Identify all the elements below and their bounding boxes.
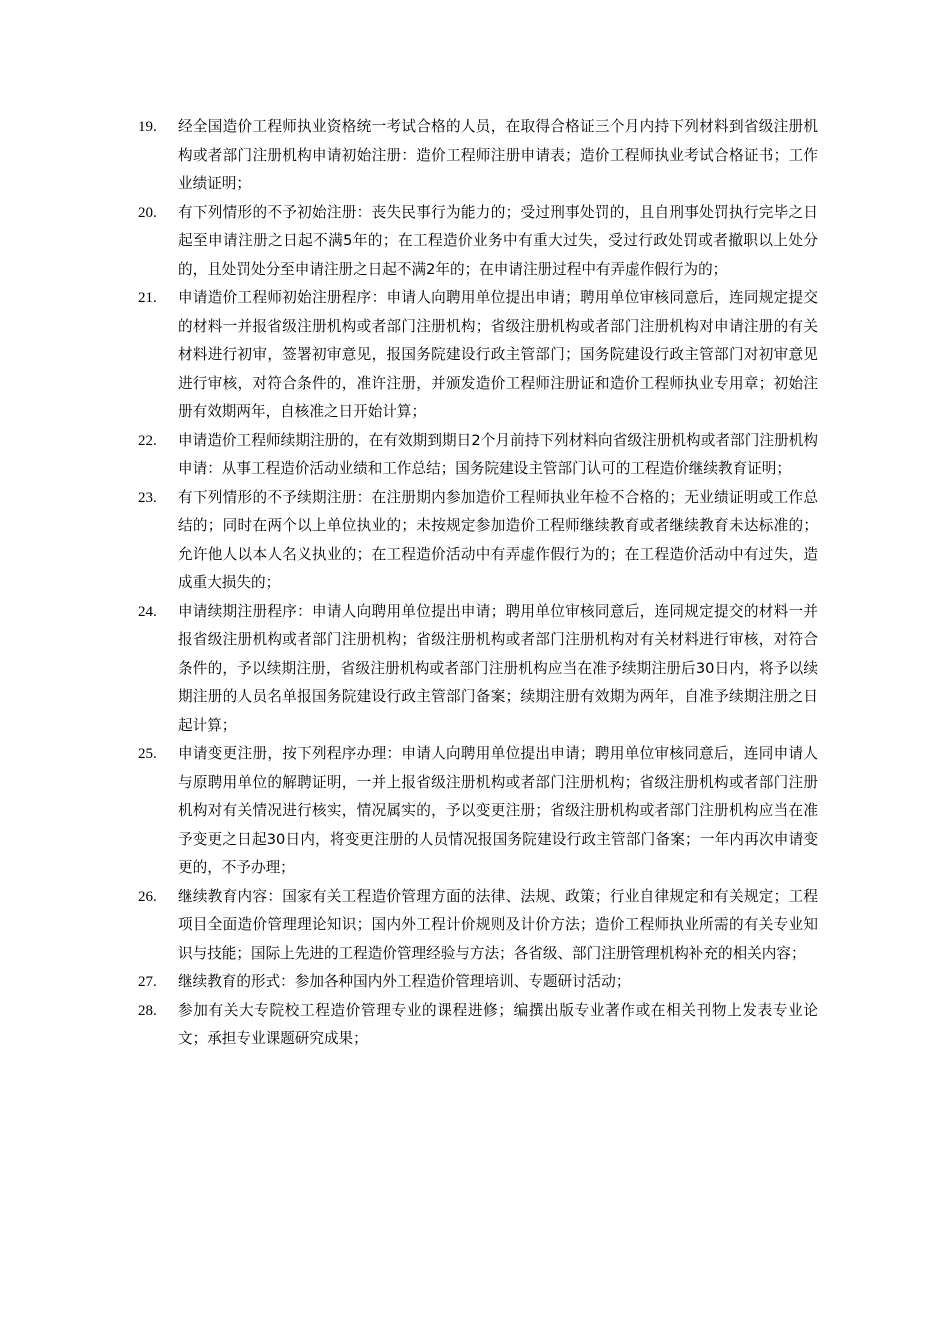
item-text: 申请变更注册，按下列程序办理：申请人向聘用单位提出申请；聘用单位审核同意后，连同申请人与原聘用单位的解聘证明，一并上报省级注册机构或者部门注册机构；省级注册机构或者部门注册机构对有关情况进行核实，情况属实的，予以变更注册；省级注册机构或者部门注册机构应当在准予变更之日起30日内，将变更注册的人员情况报国务院建设行政主管部门备案；一年内再次申请变更的，不予办理； [178,745,818,876]
item-text: 继续教育的形式：参加各种国内外工程造价管理培训、专题研讨活动； [178,973,631,990]
list-item [138,740,818,883]
item-number: 25. [138,746,157,762]
list-item [138,883,818,969]
list-item [138,968,818,997]
list-item [138,598,818,741]
item-number: 27. [138,974,157,990]
item-text: 有下列情形的不予续期注册：在注册期内参加造价工程师执业年检不合格的；无业绩证明或工作总结的；同时在两个以上单位执业的；未按规定参加造价工程师继续教育或者继续教育未达标准的；允许他人以本人名义执业的；在工程造价活动中有弄虚作假行为的；在工程造价活动中有过失，造成重大损失的； [178,488,818,591]
item-number: 23. [138,489,157,506]
list-item [138,199,818,285]
item-text: 申请续期注册程序：申请人向聘用单位提出申请；聘用单位审核同意后，连同规定提交的材料一并报省级注册机构或者部门注册机构；省级注册机构或者部门注册机构对有关材料进行审核，对符合条件的，予以续期注册，省级注册机构或者部门注册机构应当在准予续期注册后30日内，将予以续期注册的人员名单报国务院建设行政主管部门备案；续期注册有效期为两年，自准予续期注册之日起计算； [178,602,818,734]
item-number: 24. [138,603,157,620]
item-text: 参加有关大专院校工程造价管理专业的课程进修；编撰出版专业著作或在相关刊物上发表专业论文；承担专业课题研究成果； [178,1001,818,1047]
list-item [138,427,818,484]
item-text: 申请造价工程师初始注册程序：申请人向聘用单位提出申请；聘用单位审核同意后，连同规定提交的材料一并报省级注册机构或者部门注册机构；省级注册机构或者部门注册机构对申请注册的有关材料进行初审，签署初审意见，报国务院建设行政主管部门；国务院建设行政主管部门对初审意见进行审核，对符合条件的，准许注册，并颁发造价工程师注册证和造价工程师执业专用章；初始注册有效期两年，自核准之日开始计算； [178,289,818,420]
item-text: 申请造价工程师续期注册的，在有效期到期日2个月前持下列材料向省级注册机构或者部门注册机构申请：从事工程造价活动业绩和工作总结；国务院建设主管部门认可的工程造价继续教育证明； [178,431,818,477]
item-number: 20. [138,204,157,221]
item-number: 21. [138,290,157,306]
list-item [138,113,818,199]
list-item [138,997,818,1054]
item-number: 26. [138,888,157,905]
item-text: 经全国造价工程师执业资格统一考试合格的人员，在取得合格证三个月内持下列材料到省级注册机构或者部门注册机构申请初始注册：造价工程师注册申请表；造价工程师执业考试合格证书；工作业绩证明； [178,118,818,192]
numbered-list [138,113,818,1054]
item-text: 继续教育内容：国家有关工程造价管理方面的法律、法规、政策；行业自律规定和有关规定；工程项目全面造价管理理论知识；国内外工程计价规则及计价方法；造价工程师执业所需的有关专业知识与技能；国际上先进的工程造价管理经验与方法；各省级、部门注册管理机构补充的相关内容； [178,887,818,962]
item-number: 19. [138,119,157,135]
item-number: 28. [138,1002,157,1019]
list-item [138,484,818,598]
item-number: 22. [138,432,157,449]
item-text: 有下列情形的不予初始注册：丧失民事行为能力的；受过刑事处罚的，且自刑事处罚执行完毕之日起至申请注册之日起不满5年的；在工程造价业务中有重大过失，受过行政处罚或者撤职以上处分的，且处罚处分至申请注册之日起不满2年的；在申请注册过程中有弄虚作假行为的； [178,203,818,278]
list-item [138,284,818,427]
